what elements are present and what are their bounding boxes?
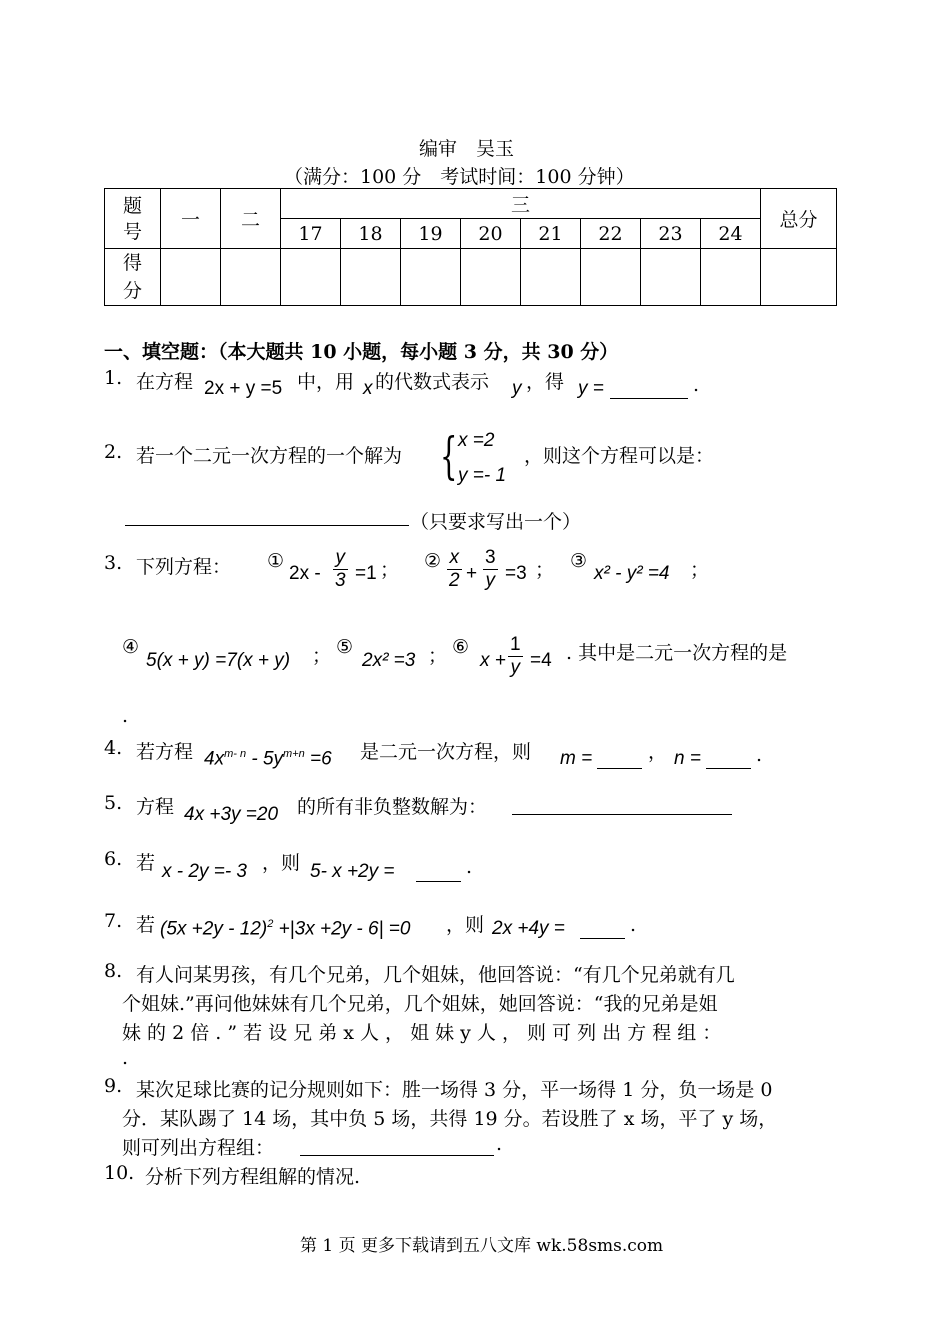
q3-circle-4: ④ (122, 636, 140, 658)
q3-semi-5: ； (428, 645, 448, 667)
score-cell-18[interactable] (341, 249, 401, 306)
q8-line-4: . (122, 1047, 129, 1069)
q4-n-label: n = (674, 748, 701, 769)
header-three: 三 (281, 189, 761, 219)
q1-answer-blank[interactable] (610, 378, 688, 399)
q7-answer-blank[interactable] (580, 918, 625, 939)
q3-eq6-a: x + (480, 650, 506, 671)
q1-text-4: ，得 (526, 371, 565, 393)
q4-eq-b: - 5y (246, 748, 284, 770)
q3-circle-2: ② (424, 550, 442, 572)
q3-number: 3. (104, 552, 123, 574)
q4-sup-2: m+n (283, 748, 305, 760)
score-table (104, 188, 837, 306)
q2-brace: { (440, 427, 458, 485)
q3-circle-5: ⑤ (336, 636, 354, 658)
page-footer: 第 1 页 更多下载请到五八文库 wk.58sms.com (300, 1236, 664, 1256)
q3-eq3: x² - y² =4 (594, 563, 670, 584)
q1-equation: 2x + y =5 (204, 378, 283, 399)
q3-eq2-b: =3 (505, 563, 527, 584)
q7-number: 7. (104, 910, 123, 932)
q6-text-1: 若 (136, 852, 156, 874)
q3-eq1-b: =1 (355, 563, 377, 584)
q9-answer-blank[interactable] (300, 1135, 494, 1156)
q3-answer-dot: . (122, 705, 129, 727)
q5-text-1: 方程 (136, 796, 175, 818)
q4-sup-1: m- n (224, 748, 247, 760)
q3-circle-1: ① (267, 550, 285, 572)
q8-line-2: 个姐妹.”再问他妹妹有几个兄弟，几个姐妹，她回答说：“我的兄弟是姐 (122, 993, 718, 1015)
q9-line-2: 分．某队踢了 14 场，其中负 5 场，共得 19 分。若设胜了 x 场，平了 y 场， (122, 1108, 778, 1130)
q6-answer-blank[interactable] (416, 861, 461, 882)
q3-text-1: 下列方程： (136, 556, 232, 578)
q1-end: . (693, 374, 700, 396)
q3-eq2-den1: 2 (449, 569, 460, 591)
q2-text-2: ，则这个方程可以是： (524, 445, 715, 467)
q2-text-3: （只要求写出一个） (410, 511, 582, 533)
q5-text-2: 的所有非负整数解为： (297, 796, 488, 818)
q6-equation-1: x - 2y =- 3 (162, 861, 247, 882)
q3-eq2-num1: x (447, 547, 462, 570)
q7-equation-2: 2x +4y = (492, 918, 565, 939)
q5-answer-blank[interactable] (512, 794, 732, 815)
q6-text-2: ，则 (262, 852, 301, 874)
sub-19: 19 (401, 219, 461, 249)
q4-eq-a: 4x (204, 748, 225, 770)
q7-equation (160, 918, 410, 940)
q2-text-1: 若一个二元一次方程的一个解为 (136, 445, 403, 467)
q7-sup: 2 (267, 918, 274, 930)
header-tihao: 题 号 (105, 189, 161, 249)
q3-eq2-den2: y (485, 569, 496, 591)
q1-number: 1. (104, 367, 123, 389)
q4-end: . (756, 744, 763, 766)
q5-equation: 4x +3y =20 (184, 804, 279, 825)
q8-number: 8. (104, 960, 123, 982)
q9-line-1: 某次足球比赛的记分规则如下：胜一场得 3 分，平一场得 1 分，负一场是 0 (136, 1079, 773, 1101)
q3-eq1-num: y (333, 547, 348, 570)
q3-eq5: 2x² =3 (362, 650, 416, 671)
q6-number: 6. (104, 848, 123, 870)
score-cell-21[interactable] (521, 249, 581, 306)
sub-24: 24 (701, 219, 761, 249)
exam-subtitle: （满分：100 分 考试时间：100 分钟） (284, 166, 635, 188)
q3-eq4: 5(x + y) =7(x + y) (146, 650, 291, 671)
q4-text-2: 是二元一次方程，则 (360, 741, 532, 763)
q3-semi-4: ； (312, 645, 332, 667)
q4-text-1: 若方程 (136, 741, 194, 763)
q9-number: 9. (104, 1075, 123, 1097)
q7-text-1: 若 (136, 914, 156, 936)
header-total: 总分 (761, 189, 837, 249)
q4-equation (204, 748, 332, 770)
score-cell-19[interactable] (401, 249, 461, 306)
editor-line: 编审 吴玉 (419, 138, 515, 160)
q3-eq6-b: =4 (530, 650, 552, 671)
q4-number: 4. (104, 737, 123, 759)
q9-line-3: 则可列出方程组： (122, 1137, 275, 1159)
sub-21: 21 (521, 219, 581, 249)
q3-eq1-fraction (333, 547, 348, 592)
sub-22: 22 (581, 219, 641, 249)
q4-eq-c: =6 (304, 748, 332, 770)
q1-text-2: 中，用 (297, 371, 355, 393)
q4-n-blank[interactable] (706, 748, 751, 769)
q3-eq2-frac1 (447, 547, 462, 592)
q7-eq-b: +|3x +2y - 6| =0 (273, 918, 411, 940)
q3-semi-1: ； (380, 559, 400, 581)
q3-circle-3: ③ (570, 550, 588, 572)
q1-text-1: 在方程 (136, 371, 194, 393)
q1-var-x: x (363, 378, 373, 399)
q1-var-y: y (512, 378, 522, 399)
header-one: 一 (161, 189, 221, 249)
q3-eq2-num2: 3 (485, 547, 496, 568)
q6-equation-2: 5- x +2y = (310, 861, 395, 882)
q8-line-1: 有人问某男孩，有几个兄弟，几个姐妹，他回答说：“有几个兄弟就有几 (136, 964, 735, 986)
q8-line-3: 妹 的 2 倍 . ” 若 设 兄 弟 x 人 ， 姐 妹 y 人 ， 则 可 列 出 方 程 组 ： (122, 1022, 722, 1044)
q2-number: 2. (104, 441, 123, 463)
score-cell-22[interactable] (581, 249, 641, 306)
sub-20: 20 (461, 219, 521, 249)
q3-semi-3: ； (690, 559, 710, 581)
q3-eq6-num: 1 (510, 634, 521, 655)
q3-eq2-plus: + (466, 563, 478, 584)
score-cell-17[interactable] (281, 249, 341, 306)
score-cell-24[interactable] (701, 249, 761, 306)
q7-eq-a: (5x +2y - 12) (160, 918, 268, 940)
q3-eq6-fraction (508, 634, 523, 679)
q3-circle-6: ⑥ (452, 636, 470, 658)
q3-text-2: . 其中是二元一次方程的是 (566, 642, 788, 664)
q3-eq6-den: y (510, 656, 521, 678)
q4-m-label: m = (560, 748, 593, 769)
q4-comma: ， (648, 741, 668, 763)
header-defen: 得 分 (105, 249, 161, 306)
q4-m-blank[interactable] (597, 748, 642, 769)
q10-text-1: 分析下列方程组解的情况. (145, 1166, 361, 1188)
q10-number: 10. (104, 1162, 135, 1184)
sub-18: 18 (341, 219, 401, 249)
q3-eq2-frac2 (483, 547, 498, 592)
q7-text-2: ，则 (446, 914, 485, 936)
section-title: 一、填空题：（本大题共 10 小题，每小题 3 分，共 30 分） (104, 341, 619, 363)
q3-eq1-den: 3 (335, 569, 346, 591)
q1-answer-label: y = (578, 378, 604, 399)
q3-semi-2: ； (535, 559, 555, 581)
score-cell-two[interactable] (221, 249, 281, 306)
header-two: 二 (221, 189, 281, 249)
q3-eq1-a: 2x - (289, 563, 321, 584)
q5-number: 5. (104, 792, 123, 814)
q2-answer-blank[interactable] (125, 505, 409, 526)
score-cell-total[interactable] (761, 249, 837, 306)
q9-end: . (496, 1133, 503, 1155)
score-cell-23[interactable] (641, 249, 701, 306)
q7-end: . (630, 914, 637, 936)
score-cell-one[interactable] (161, 249, 221, 306)
q6-end: . (466, 856, 473, 878)
q2-solution-y: y =- 1 (458, 465, 507, 486)
sub-23: 23 (641, 219, 701, 249)
sub-17: 17 (281, 219, 341, 249)
q2-solution-x: x =2 (458, 430, 495, 451)
q1-text-3: 的代数式表示 (375, 371, 490, 393)
score-cell-20[interactable] (461, 249, 521, 306)
